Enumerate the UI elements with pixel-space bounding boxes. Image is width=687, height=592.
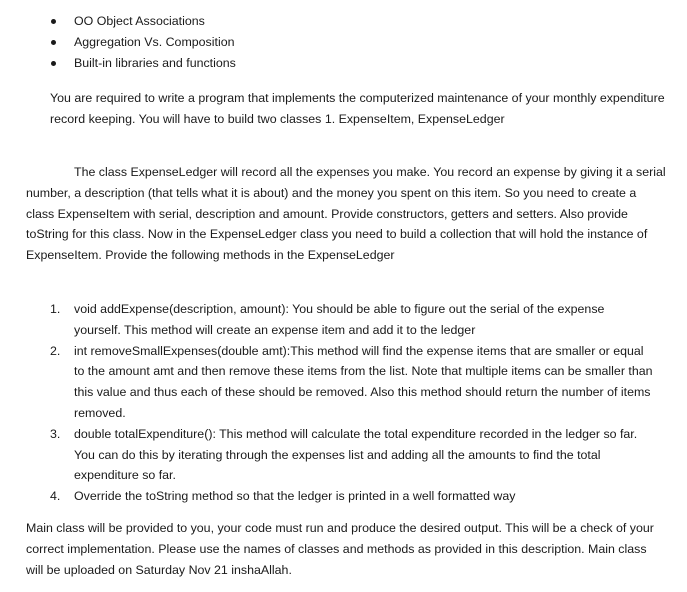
method-item bbox=[0, 486, 654, 507]
bullet-dot-icon bbox=[51, 19, 56, 24]
ledger-description-paragraph: The class ExpenseLedger will record all the expenses you make. You record an expense by giving it a serial number, a description (that tells what it is about) and the money you spent on this item. So you need to create a class ExpenseItem with serial, description and amount. Provide constructors, getters and setters. Also provide toString for this class. Now in the ExpenseLedger class you need to build a collection that will hold the instance of ExpenseItem. Provide the following methods in the ExpenseLedger bbox=[26, 165, 666, 263]
bullet-dot-icon bbox=[51, 40, 56, 45]
method-text: Override the toString method so that the ledger is printed in a well formatted way bbox=[74, 489, 516, 504]
intro-paragraph: You are required to write a program that implements the computerized maintenance of your monthly expenditure record keeping. You will have to build two classes 1. ExpenseItem, ExpenseLedger bbox=[50, 91, 665, 126]
method-number: 2. bbox=[50, 343, 61, 358]
method-number: 4. bbox=[50, 489, 61, 504]
bullet-text: Aggregation Vs. Composition bbox=[74, 35, 235, 49]
method-item bbox=[0, 341, 654, 424]
topics-bullet-list bbox=[0, 11, 687, 74]
method-text: int removeSmallExpenses(double amt):This method will find the expense items that are smaller or equal to the amount amt and then remove these items from the list. Note that multiple items can be smaller than this value and thus each of these should be removed. Also this method should return the number of items removed. bbox=[74, 343, 653, 420]
method-number: 3. bbox=[50, 426, 61, 441]
method-item bbox=[0, 424, 654, 486]
method-item bbox=[0, 299, 654, 341]
main-class-paragraph: Main class will be provided to you, your code must run and produce the desired output. This will be a check of your correct implementation. Please use the names of classes and methods as provided in this description. Main class will be uploaded on Saturday Nov 21 inshaAllah. bbox=[26, 521, 654, 577]
method-text: double totalExpenditure(): This method will calculate the total expenditure recorded in the ledger so far. You can do this by iterating through the expenses list and adding all the amounts to find the total expenditure so far. bbox=[74, 426, 638, 483]
bullet-item bbox=[0, 11, 687, 32]
method-number: 1. bbox=[50, 302, 61, 316]
bullet-text: OO Object Associations bbox=[74, 14, 205, 28]
method-text: void addExpense(description, amount): You should be able to figure out the serial of the expense yourself. This method will create an expense item and add it to the ledger bbox=[74, 302, 605, 337]
bullet-item bbox=[0, 32, 687, 53]
methods-numbered-list bbox=[0, 299, 687, 507]
bullet-text: Built-in libraries and functions bbox=[74, 56, 236, 70]
bullet-dot-icon bbox=[51, 61, 56, 66]
bullet-item bbox=[0, 53, 687, 74]
